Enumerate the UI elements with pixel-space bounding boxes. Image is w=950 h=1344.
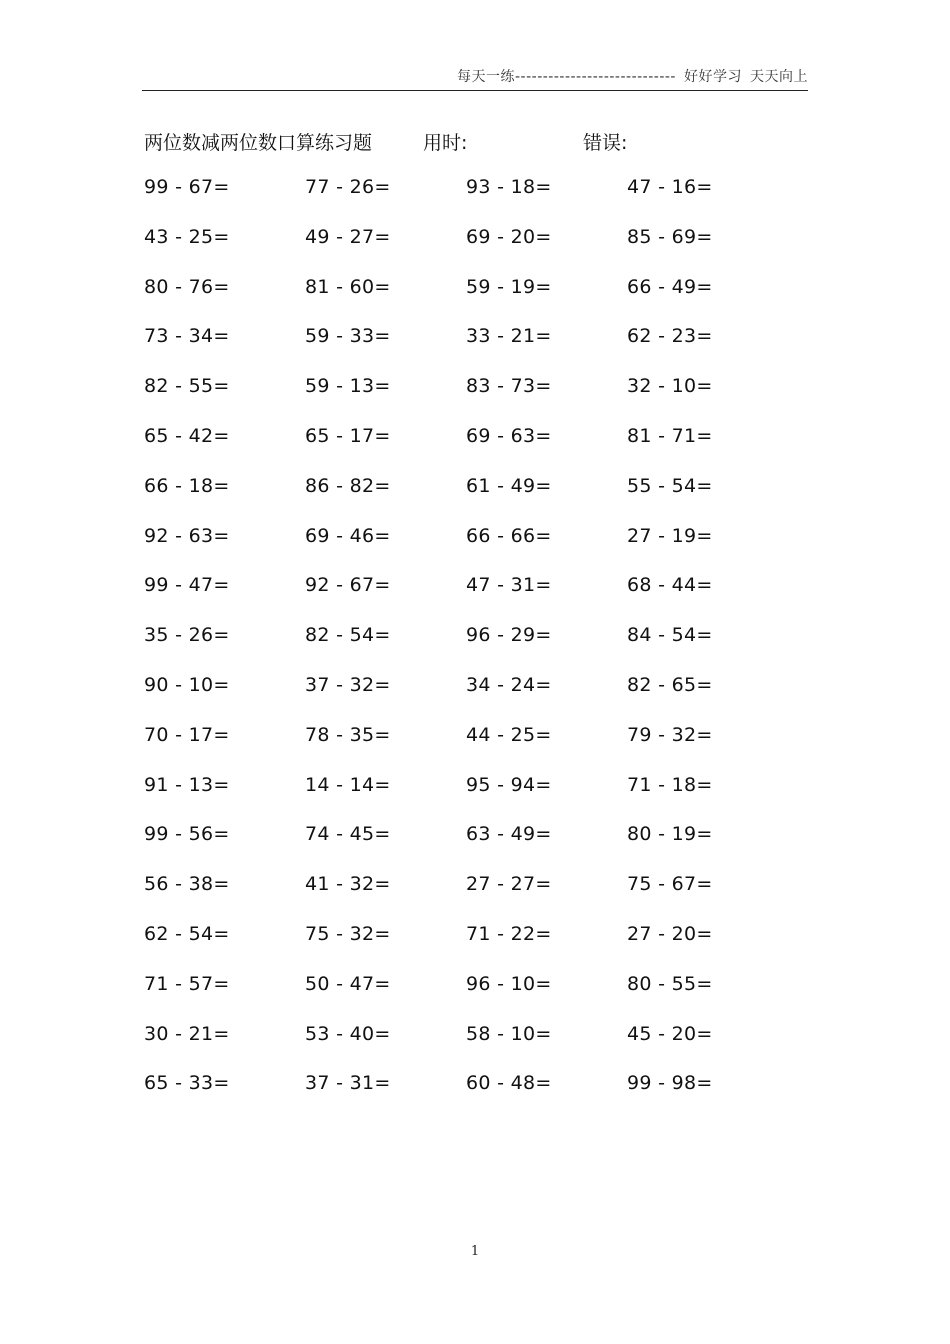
problem-item: 92 - 67= — [305, 574, 391, 597]
problem-row — [144, 722, 804, 772]
problem-item: 96 - 29= — [466, 624, 552, 647]
problem-item: 55 - 54= — [627, 474, 713, 497]
page-header — [142, 64, 808, 91]
problem-item: 91 - 13= — [144, 773, 230, 796]
problem-item: 86 - 82= — [305, 474, 391, 497]
problem-item: 35 - 26= — [144, 624, 230, 647]
problem-item: 47 - 31= — [466, 574, 552, 597]
problem-item: 59 - 33= — [305, 325, 391, 348]
problem-item: 53 - 40= — [305, 1022, 391, 1045]
problem-item: 27 - 27= — [466, 873, 552, 896]
problem-item: 49 - 27= — [305, 225, 391, 248]
problem-item: 99 - 67= — [144, 176, 230, 198]
problem-item: 69 - 46= — [305, 524, 391, 547]
problem-item: 69 - 63= — [466, 424, 552, 447]
page-number: 1 — [470, 1244, 480, 1259]
problem-item: 65 - 33= — [144, 1072, 230, 1095]
problem-item: 47 - 16= — [627, 176, 713, 198]
problem-row — [144, 1021, 804, 1071]
problem-row — [144, 772, 804, 822]
problem-item: 82 - 65= — [627, 673, 713, 696]
problem-row — [144, 473, 804, 523]
problem-row — [144, 572, 804, 622]
problem-item: 32 - 10= — [627, 375, 713, 398]
problem-row — [144, 672, 804, 722]
problem-row — [144, 523, 804, 573]
header-right-text-2: 天天向上 — [750, 69, 808, 85]
problem-row — [144, 622, 804, 672]
worksheet-title: 两位数减两位数口算练习题 — [144, 132, 373, 154]
problem-row — [144, 971, 804, 1021]
problem-item: 82 - 54= — [305, 624, 391, 647]
problem-item: 59 - 19= — [466, 275, 552, 298]
problem-item: 61 - 49= — [466, 474, 552, 497]
problem-row — [144, 224, 804, 274]
problem-item: 56 - 38= — [144, 873, 230, 896]
problem-item: 84 - 54= — [627, 624, 713, 647]
problem-row — [144, 821, 804, 871]
problem-item: 75 - 67= — [627, 873, 713, 896]
header-dashes: ----------------------------- — [514, 69, 676, 85]
problem-item: 34 - 24= — [466, 673, 552, 696]
error-label: 错误: — [583, 132, 628, 154]
problem-item: 83 - 73= — [466, 375, 552, 398]
problem-row — [144, 323, 804, 373]
problem-item: 70 - 17= — [144, 723, 230, 746]
problem-item: 81 - 71= — [627, 424, 713, 447]
problem-item: 41 - 32= — [305, 873, 391, 896]
problem-grid — [144, 174, 804, 1120]
problem-item: 90 - 10= — [144, 673, 230, 696]
problem-item: 43 - 25= — [144, 225, 230, 248]
problem-item: 92 - 63= — [144, 524, 230, 547]
problem-row — [144, 373, 804, 423]
problem-item: 71 - 57= — [144, 972, 230, 995]
problem-item: 71 - 22= — [466, 922, 552, 945]
time-label: 用时: — [423, 132, 468, 154]
problem-item: 37 - 32= — [305, 673, 391, 696]
problem-row — [144, 174, 804, 224]
problem-row — [144, 1070, 804, 1120]
problem-row — [144, 921, 804, 971]
problem-row — [144, 871, 804, 921]
problem-item: 27 - 19= — [627, 524, 713, 547]
problem-item: 62 - 23= — [627, 325, 713, 348]
problem-item: 27 - 20= — [627, 922, 713, 945]
problem-item: 69 - 20= — [466, 225, 552, 248]
problem-item: 68 - 44= — [627, 574, 713, 597]
problem-item: 37 - 31= — [305, 1072, 391, 1095]
problem-item: 44 - 25= — [466, 723, 552, 746]
problem-item: 73 - 34= — [144, 325, 230, 348]
problem-item: 77 - 26= — [305, 176, 391, 198]
problem-item: 65 - 17= — [305, 424, 391, 447]
problem-item: 96 - 10= — [466, 972, 552, 995]
problem-item: 14 - 14= — [305, 773, 391, 796]
problem-item: 82 - 55= — [144, 375, 230, 398]
problem-item: 99 - 47= — [144, 574, 230, 597]
problem-item: 58 - 10= — [466, 1022, 552, 1045]
header-left-text: 每天一练 — [456, 69, 515, 85]
problem-item: 66 - 18= — [144, 474, 230, 497]
problem-item: 81 - 60= — [305, 275, 391, 298]
problem-item: 75 - 32= — [305, 922, 391, 945]
problem-item: 63 - 49= — [466, 823, 552, 846]
header-right-text-1: 好好学习 — [684, 69, 742, 85]
problem-item: 62 - 54= — [144, 922, 230, 945]
problem-item: 33 - 21= — [466, 325, 552, 348]
header-text — [457, 66, 808, 86]
problem-item: 79 - 32= — [627, 723, 713, 746]
problem-item: 80 - 55= — [627, 972, 713, 995]
problem-item: 66 - 49= — [627, 275, 713, 298]
problem-item: 80 - 19= — [627, 823, 713, 846]
problem-item: 65 - 42= — [144, 424, 230, 447]
problem-item: 95 - 94= — [466, 773, 552, 796]
problem-item: 50 - 47= — [305, 972, 391, 995]
problem-row — [144, 274, 804, 324]
problem-item: 85 - 69= — [627, 225, 713, 248]
problem-item: 74 - 45= — [305, 823, 391, 846]
problem-item: 66 - 66= — [466, 524, 552, 547]
problem-item: 45 - 20= — [627, 1022, 713, 1045]
problem-item: 59 - 13= — [305, 375, 391, 398]
title-row — [0, 128, 950, 158]
problem-item: 99 - 56= — [144, 823, 230, 846]
problem-item: 93 - 18= — [466, 176, 552, 198]
problem-item: 60 - 48= — [466, 1072, 552, 1095]
problem-item: 30 - 21= — [144, 1022, 230, 1045]
problem-item: 99 - 98= — [627, 1072, 713, 1095]
problem-row — [144, 423, 804, 473]
problem-item: 78 - 35= — [305, 723, 391, 746]
problem-item: 71 - 18= — [627, 773, 713, 796]
problem-item: 80 - 76= — [144, 275, 230, 298]
